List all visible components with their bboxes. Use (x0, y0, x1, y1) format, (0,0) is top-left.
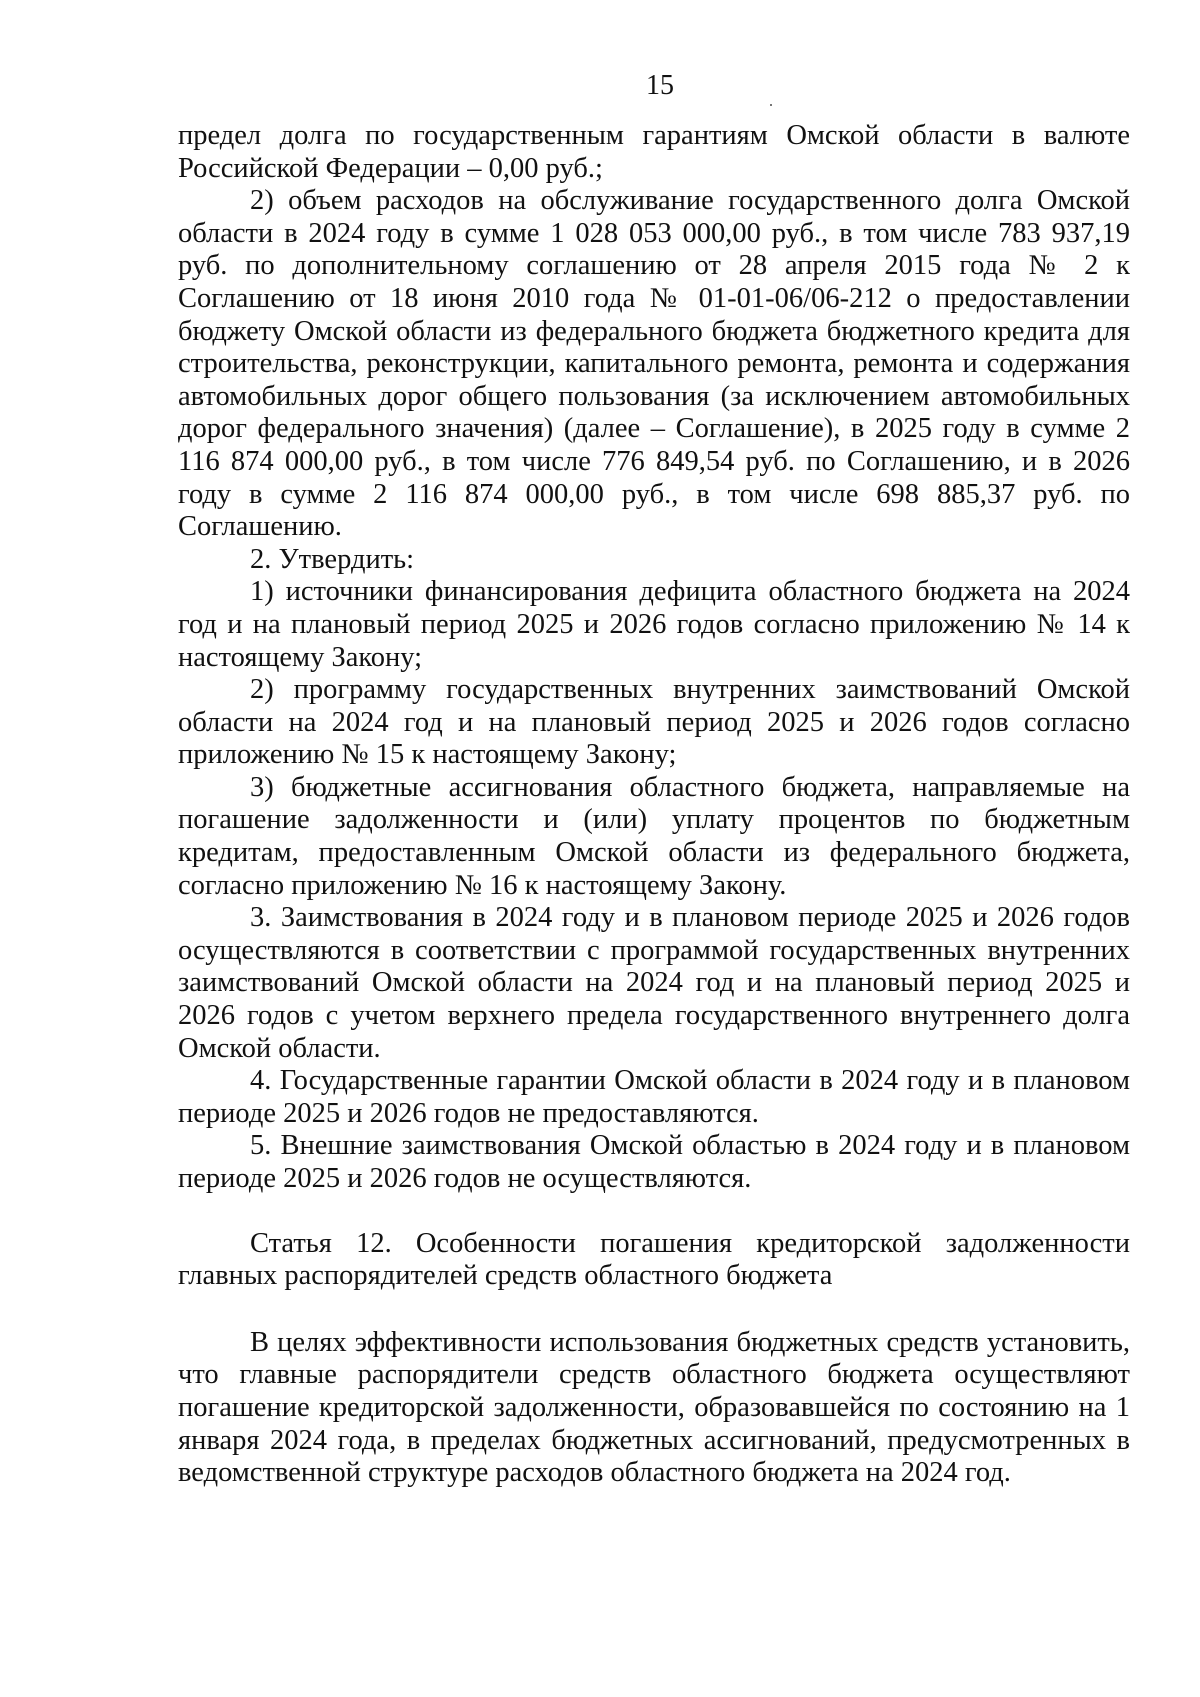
paragraph-borrowing-program: 2) программу государственных внутренних заимствований Омской области на 2024 год и на плановый период 2025 и 2026 годов согласно приложению № 15 к настоящему Закону; (178, 674, 1130, 771)
paragraph-debt-limit-guarantees: предел долга по государственным гарантиям Омской области в валюте Российской Федерации – 0,00 руб.; (178, 120, 1130, 184)
article-12-body: В целях эффективности использования бюджетных средств установить, что главные распорядители средств областного бюджета осуществляют погашение кредиторской задолженности, образовавшейся по состоянию на 1 января 2024 года, в пределах бюджетных ассигнований, предусмотренных в ведомственной структуре расходов областного бюджета на 2024 год. (178, 1326, 1130, 1489)
paragraph-budget-allocations: 3) бюджетные ассигнования областного бюджета, направляемые на погашение задолженности и (или) уплату процентов по бюджетным кредитам, предоставленным Омской области из федерального бюджета, согласно приложению № 16 к настоящему Закону. (178, 771, 1130, 901)
paragraph-approve-heading: 2. Утвердить: (250, 543, 415, 575)
paragraph-external-borrowings: 5. Внешние заимствования Омской областью в 2024 году и в плановом периоде 2025 и 2026 годов не осуществляются. (178, 1130, 1130, 1194)
paragraph-debt-service-expenses: 2) объем расходов на обслуживание государственного долга Омской области в 2024 году в сумме 1 028 053 000,00 руб., в том числе 783 937,19 руб. по дополнительному соглашению от 28 апреля 2015 года № 2 к Соглашению от 18 июня 2010 года № 01-01-06/06-212 о предоставлении бюджету Омской области из федерального бюджета бюджетного кредита для строительства, реконструкции, капитального ремонта, ремонта и содержания автомобильных дорог общего пользования (за исключением автомобильных дорог федерального значения) (далее – Соглашение), в 2025 году в сумме 2 116 874 000,00 руб., в том числе 776 849,54 руб. по Соглашению, и в 2026 году в сумме 2 116 874 000,00 руб., в том числе 698 885,37 руб. по Соглашению. (178, 185, 1130, 543)
scan-speck (770, 104, 772, 106)
page-number: 15 (646, 70, 674, 101)
paragraph-deficit-sources: 1) источники финансирования дефицита областного бюджета на 2024 год и на плановый период 2025 и 2026 годов согласно приложению № 14 к настоящему Закону; (178, 576, 1130, 673)
paragraph-state-guarantees: 4. Государственные гарантии Омской области в 2024 году и в плановом периоде 2025 и 2026 годов не предоставляются. (178, 1065, 1130, 1129)
paragraph-borrowings: 3. Заимствования в 2024 году и в плановом периоде 2025 и 2026 годов осуществляются в соответствии с программой государственных внутренних заимствований Омской области на 2024 год и на плановый период 2025 и 2026 годов с учетом верхнего предела государственного внутреннего долга Омской области. (178, 902, 1130, 1064)
article-12-heading: Статья 12. Особенности погашения кредиторской задолженности главных распорядителей средств областного бюджета (178, 1227, 1130, 1292)
document-body (178, 120, 1130, 1490)
